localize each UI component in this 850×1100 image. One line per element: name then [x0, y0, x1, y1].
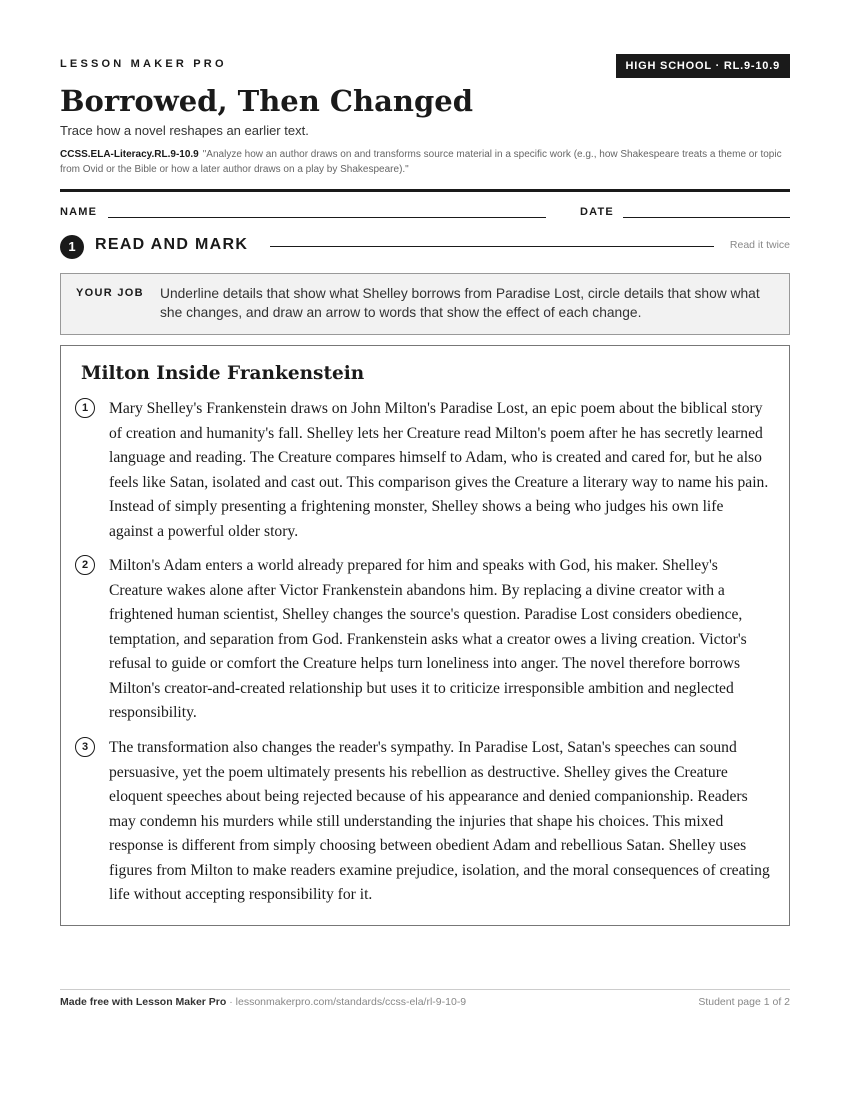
instructions-text: Underline details that show what Shelley borrows from Paradise Lost, circle details that show what she changes, and draw an arrow to words that show the effect of each change. [160, 286, 760, 320]
section-title: READ AND MARK [95, 236, 249, 253]
instructions-box [60, 273, 790, 335]
footer-credit [60, 996, 466, 1008]
name-label: NAME [60, 206, 98, 218]
header-divider [60, 189, 790, 192]
standard-description [60, 147, 790, 177]
paragraph-number: 2 [75, 555, 95, 575]
paragraph-number: 3 [75, 737, 95, 757]
paragraph-number: 1 [75, 398, 95, 418]
section-note: Read it twice [729, 239, 790, 251]
worksheet-subtitle: Trace how a novel reshapes an earlier text. [60, 123, 309, 138]
reading-passage [60, 345, 790, 926]
footer-made-with: Made free with Lesson Maker Pro [60, 996, 227, 1008]
section-number-badge: 1 [60, 235, 84, 259]
date-field[interactable] [623, 217, 790, 218]
worksheet-page [60, 0, 790, 1100]
paragraph-text: Milton's Adam enters a world already prepared for him and speaks with God, his maker. Shelley's Creature wakes alone after Victor Frankenstein abandons him. By replacing a divine creator with a frightened human scientist, Shelley changes the source's question. Paradise Lost considers obedience, temptation, and separation from God. Frankenstein asks what a creator owes a living creation. Victor's refusal to guide or comfort the Creature helps turn loneliness into anger. The novel therefore borrows Milton's creator-and-created relationship but uses it to criticize irresponsible ambition and neglected responsibility. [109, 557, 747, 721]
footer-url[interactable]: · lessonmakerpro.com/standards/ccss-ela/rl-9-10-9 [229, 996, 467, 1008]
standard-text: "Analyze how an author draws on and transforms source material in a specific work (e.g., how Shakespeare treats a theme or topic from Ovid or the Bible or how a later author draws on a play by Shakespeare)." [60, 149, 782, 175]
footer-divider [60, 989, 790, 990]
reading-title: Milton Inside Frankenstein [81, 363, 365, 384]
brand-name: LESSON MAKER PRO [60, 58, 227, 70]
top-bar [60, 54, 790, 78]
paragraph-text: The transformation also changes the reader's sympathy. In Paradise Lost, Satan's speeches can sound persuasive, yet the poem ultimately presents his rebellion as destructive. Shelley gives the Creature eloquent speeches about being rejected because of his appearance and denied companionship. Readers may condemn his murders while still understanding the injuries that shape his choices. This mixed response is different from simply choosing between obedient Adam and rebellious Satan. Shelley uses figures from Milton to make readers examine prejudice, isolation, and the moral consequences of creating life without accepting responsibility for it. [109, 739, 770, 903]
footer-page-number: Student page 1 of 2 [698, 996, 790, 1008]
section-divider [270, 246, 714, 247]
paragraph-text: Mary Shelley's Frankenstein draws on John Milton's Paradise Lost, an epic poem about the biblical story of creation and humanity's fall. Shelley lets her Creature read Milton's poem after he has secretly learned language and reading. The Creature compares himself to Adam, who is created and cared for, but he also feels like Satan, isolated and cast out. This comparison gives the Creature a literary way to name his pain. Instead of simply presenting a frightening monster, Shelley shows a being who judges his own life against a powerful older story. [109, 400, 769, 540]
grade-badge: HIGH SCHOOL · RL.9-10.9 [616, 54, 791, 78]
instructions-label: YOUR JOB [76, 287, 144, 299]
standard-code: CCSS.ELA-Literacy.RL.9-10.9 [60, 149, 199, 160]
worksheet-title: Borrowed, Then Changed [60, 84, 473, 118]
name-field[interactable] [108, 217, 546, 218]
date-label: DATE [580, 206, 614, 218]
